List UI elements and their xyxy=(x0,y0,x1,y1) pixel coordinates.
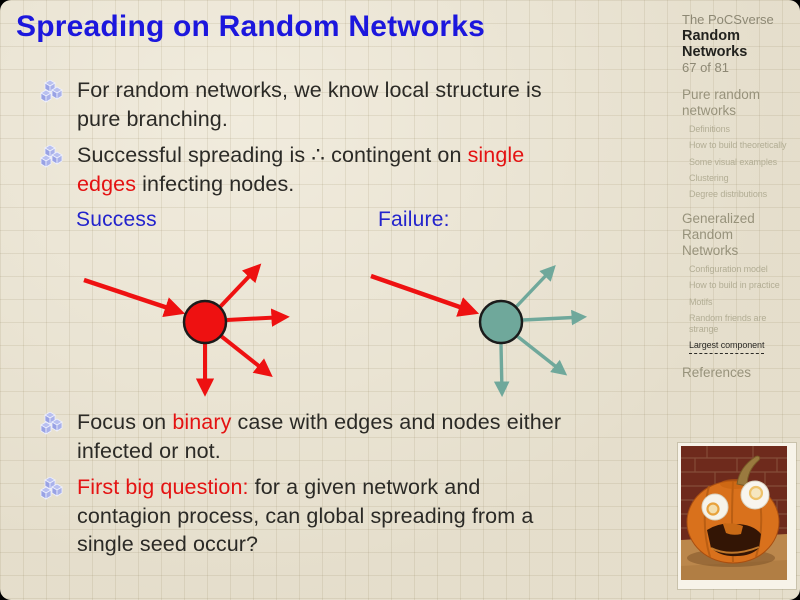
uninfected-node xyxy=(480,301,522,343)
bullet-text: Successful spreading is ∴ contingent on single edges infecting nodes. xyxy=(77,143,525,196)
slide-title: Spreading on Random Networks xyxy=(16,10,485,43)
bullet-single-edges xyxy=(38,141,524,198)
sidebar-item-some-visual-examples[interactable]: Some visual examples xyxy=(689,156,778,167)
bullet-text: For random networks, we know local structure is pure branching. xyxy=(77,78,542,131)
bullet-local-structure xyxy=(38,76,542,133)
sidebar-item-clustering[interactable]: Clustering xyxy=(689,172,729,183)
sidebar-item-definitions[interactable]: Definitions xyxy=(689,124,730,135)
success-node-group xyxy=(84,267,285,392)
failure-node-group xyxy=(371,268,583,393)
cubes-icon xyxy=(38,477,64,502)
sidebar-section-pure-random[interactable]: Pure random networks xyxy=(682,87,761,119)
sidebar-item-random-friends-are-strange[interactable]: Random friends are strange xyxy=(689,312,767,335)
spreading-diagram xyxy=(0,248,680,414)
cubes-icon xyxy=(38,80,64,105)
sidebar-item-how-to-build-in-practice[interactable]: How to build in practice xyxy=(689,280,780,291)
sidebar-item-how-to-build-theoretically[interactable]: How to build theoretically xyxy=(689,140,787,151)
sidebar-item-degree-distributions[interactable]: Degree distributions xyxy=(689,189,768,200)
bullet-binary-case xyxy=(38,408,561,465)
failure-label: Failure: xyxy=(378,208,450,231)
sidebar-item-motifs[interactable]: Motifs xyxy=(689,296,713,307)
cubes-icon xyxy=(38,412,64,437)
sidebar-item-configuration-model[interactable]: Configuration model xyxy=(689,264,768,275)
bullet-text: First big question: for a given network and contagion process, can global spreading from a single seed occur? xyxy=(77,475,534,557)
pumpkin-illustration xyxy=(681,446,787,580)
sidebar-section-references[interactable]: References xyxy=(682,365,752,381)
sidebar-item-largest-component-current[interactable]: Largest component xyxy=(689,340,794,354)
sidebar-nav xyxy=(682,12,794,386)
pumpkin-photo xyxy=(678,443,796,589)
cubes-icon xyxy=(38,145,64,170)
sidebar-section-generalized-random[interactable]: Generalized Random Networks xyxy=(682,211,755,259)
page-indicator: 67 of 81 xyxy=(682,60,729,76)
deck-title: Random Networks xyxy=(682,27,748,60)
brand: The PoCSverse xyxy=(682,12,774,27)
success-label: Success xyxy=(76,208,157,231)
bullet-first-big-question xyxy=(38,473,533,559)
infected-node xyxy=(184,301,226,343)
bullet-text: Focus on binary case with edges and nodes either infected or not. xyxy=(77,410,562,463)
